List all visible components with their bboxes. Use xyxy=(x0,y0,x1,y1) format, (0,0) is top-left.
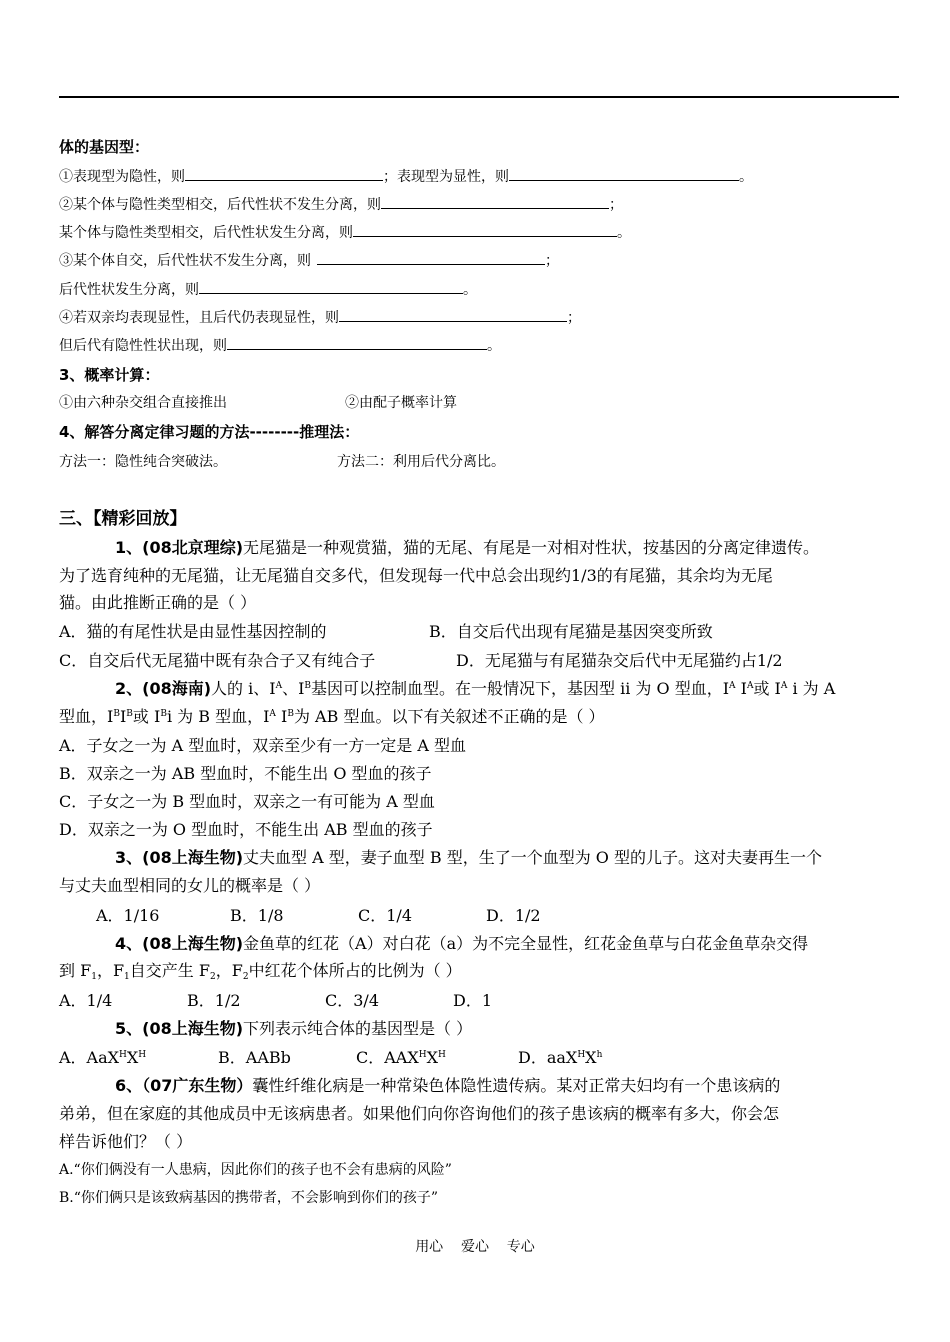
q2-line-2: 型血，$I^BI^B$或 $I^Bi$ 为 B 型血，$I^A$ $I^B$为 AB 型血。以下有关叙述不正确的是（ ） xyxy=(59,707,605,726)
q3-line-1: 3、(08上海生物)丈夫血型 A 型，妻子血型 B 型，生了一个血型为 O 型的儿子。这对夫妻再生一个 xyxy=(115,848,822,867)
q2-option-d: D．双亲之一为 O 型血时，不能生出 AB 型血的孩子 xyxy=(59,820,433,839)
q4-tag: 4、(08上海生物) xyxy=(115,934,244,953)
q3-line-2: 与丈夫血型相同的女儿的概率是（ ） xyxy=(59,876,321,895)
solve-method-heading: 4、解答分离定律习题的方法--------推理法： xyxy=(59,423,360,441)
q2-option-c: C．子女之一为 B 型血时，双亲之一有可能为 A 型血 xyxy=(59,792,435,811)
probability-options: ①由六种杂交组合直接推出 ②由配子概率计算 xyxy=(59,395,457,411)
blank-2[interactable] xyxy=(509,166,739,181)
q1-line-2: 为了选育纯种的无尾猫，让无尾猫自交多代，但发现每一代中总会出现约1/3的有尾猫，其余均为无尾 xyxy=(59,566,773,585)
q6-line-3: 样告诉他们？（ ） xyxy=(59,1132,193,1151)
q1-line-3: 猫。由此推断正确的是（ ） xyxy=(59,593,257,612)
probability-heading: 3、概率计算： xyxy=(59,366,160,384)
q2-option-a: A．子女之一为 A 型血时，双亲至少有一方一定是 A 型血 xyxy=(59,736,467,755)
q3-options: A．1/16 B．1/8 C．1/4 D．1/2 xyxy=(96,906,541,925)
q5-options: A．$AaX^HX^H$ B．AABb C．$AAX^HX^H$ D．$aaX^HX^h$ xyxy=(59,1045,602,1068)
method-line-5: 后代性状发生分离，则 。 xyxy=(59,279,477,299)
blank-6[interactable] xyxy=(199,279,463,294)
q1-options-cd: C．自交后代无尾猫中既有杂合子又有纯合子 D．无尾猫与有尾猫杂交后代中无尾猫约占1/2 xyxy=(59,651,783,670)
method-line-3: 某个体与隐性类型相交，后代性状发生分离，则 。 xyxy=(59,222,631,242)
q2-option-b: B．双亲之一为 AB 型血时，不能生出 O 型血的孩子 xyxy=(59,764,432,783)
solve-method-ways: 方法一：隐性纯合突破法。 方法二：利用后代分离比。 xyxy=(59,454,505,470)
q1-options-ab: A．猫的有尾性状是由显性基因控制的 B．自交后代出现有尾猫是基因突变所致 xyxy=(59,622,713,641)
header-rule xyxy=(59,96,899,98)
page-footer: 用心 爱心 专心 xyxy=(415,1239,535,1255)
method-line-6: ④若双亲均表现显性，且后代仍表现显性，则 ； xyxy=(59,307,581,327)
q5-tag: 5、(08上海生物) xyxy=(115,1019,244,1038)
section-tail-heading: 体的基因型： xyxy=(59,138,150,156)
q6-line-1: 6、（07广东生物）囊性纤维化病是一种常染色体隐性遗传病。某对正常夫妇均有一个患该病的 xyxy=(115,1076,781,1095)
q2-line-1: 2、(08海南)人的 i、$I^A$、$I^B$基因可以控制血型。在一般情况下，基因型 ii 为 O 型血，$I^A$ $I^A$或 $I^A$ i 为 A xyxy=(115,679,836,698)
q4-line-2: 到 $F_1$，$F_1$自交产生 $F_2$，$F_2$中红花个体所占的比例为（ ） xyxy=(59,961,462,982)
q5-option-d: D．$aaX^HX^h$ xyxy=(518,1048,603,1067)
method-line-1: ①表现型为隐性，则 ；表现型为显性，则 。 xyxy=(59,166,753,186)
blank-8[interactable] xyxy=(227,335,487,350)
q6-option-a: A.“你们俩没有一人患病，因此你们的孩子也不会有患病的风险” xyxy=(59,1162,452,1178)
q1-tag: 1、(08北京理综) xyxy=(115,538,244,557)
method-line-7: 但后代有隐性性状出现，则 。 xyxy=(59,335,501,355)
q6-tag: 6、（07广东生物） xyxy=(115,1076,253,1095)
q5-option-a: A．$AaX^HX^H$ xyxy=(59,1048,147,1067)
q6-line-2: 弟弟，但在家庭的其他成员中无该病患者。如果他们向你咨询他们的孩子患该病的概率有多大，你会怎 xyxy=(59,1104,780,1123)
method-line-2: ②某个体与隐性类型相交，后代性状不发生分离，则 ； xyxy=(59,194,623,214)
method-line-4: ③某个体自交，后代性状不发生分离，则 ； xyxy=(59,250,559,270)
q5-option-c: C．$AAX^HX^H$ xyxy=(356,1048,446,1067)
blank-5[interactable] xyxy=(317,250,545,265)
q2-tag: 2、(08海南) xyxy=(115,679,212,698)
blank-3[interactable] xyxy=(381,194,609,209)
q1-line-1: 1、(08北京理综)无尾猫是一种观赏猫，猫的无尾、有尾是一对相对性状，按基因的分离定律遗传。 xyxy=(115,538,820,557)
q3-tag: 3、(08上海生物) xyxy=(115,848,244,867)
q4-options: A．1/4 B．1/2 C．3/4 D．1 xyxy=(59,991,493,1010)
blank-1[interactable] xyxy=(185,166,383,181)
q6-option-b: B.“你们俩只是该致病基因的携带者，不会影响到你们的孩子” xyxy=(59,1190,439,1206)
review-section-title: 三、【精彩回放】 xyxy=(59,509,187,529)
blank-4[interactable] xyxy=(353,222,617,237)
q4-line-1: 4、(08上海生物)金鱼草的红花（A）对白花（a）为不完全显性，红花金鱼草与白花金鱼草杂交得 xyxy=(115,934,809,953)
q5-line-1: 5、(08上海生物)下列表示纯合体的基因型是（ ） xyxy=(115,1019,473,1038)
blank-7[interactable] xyxy=(339,307,567,322)
